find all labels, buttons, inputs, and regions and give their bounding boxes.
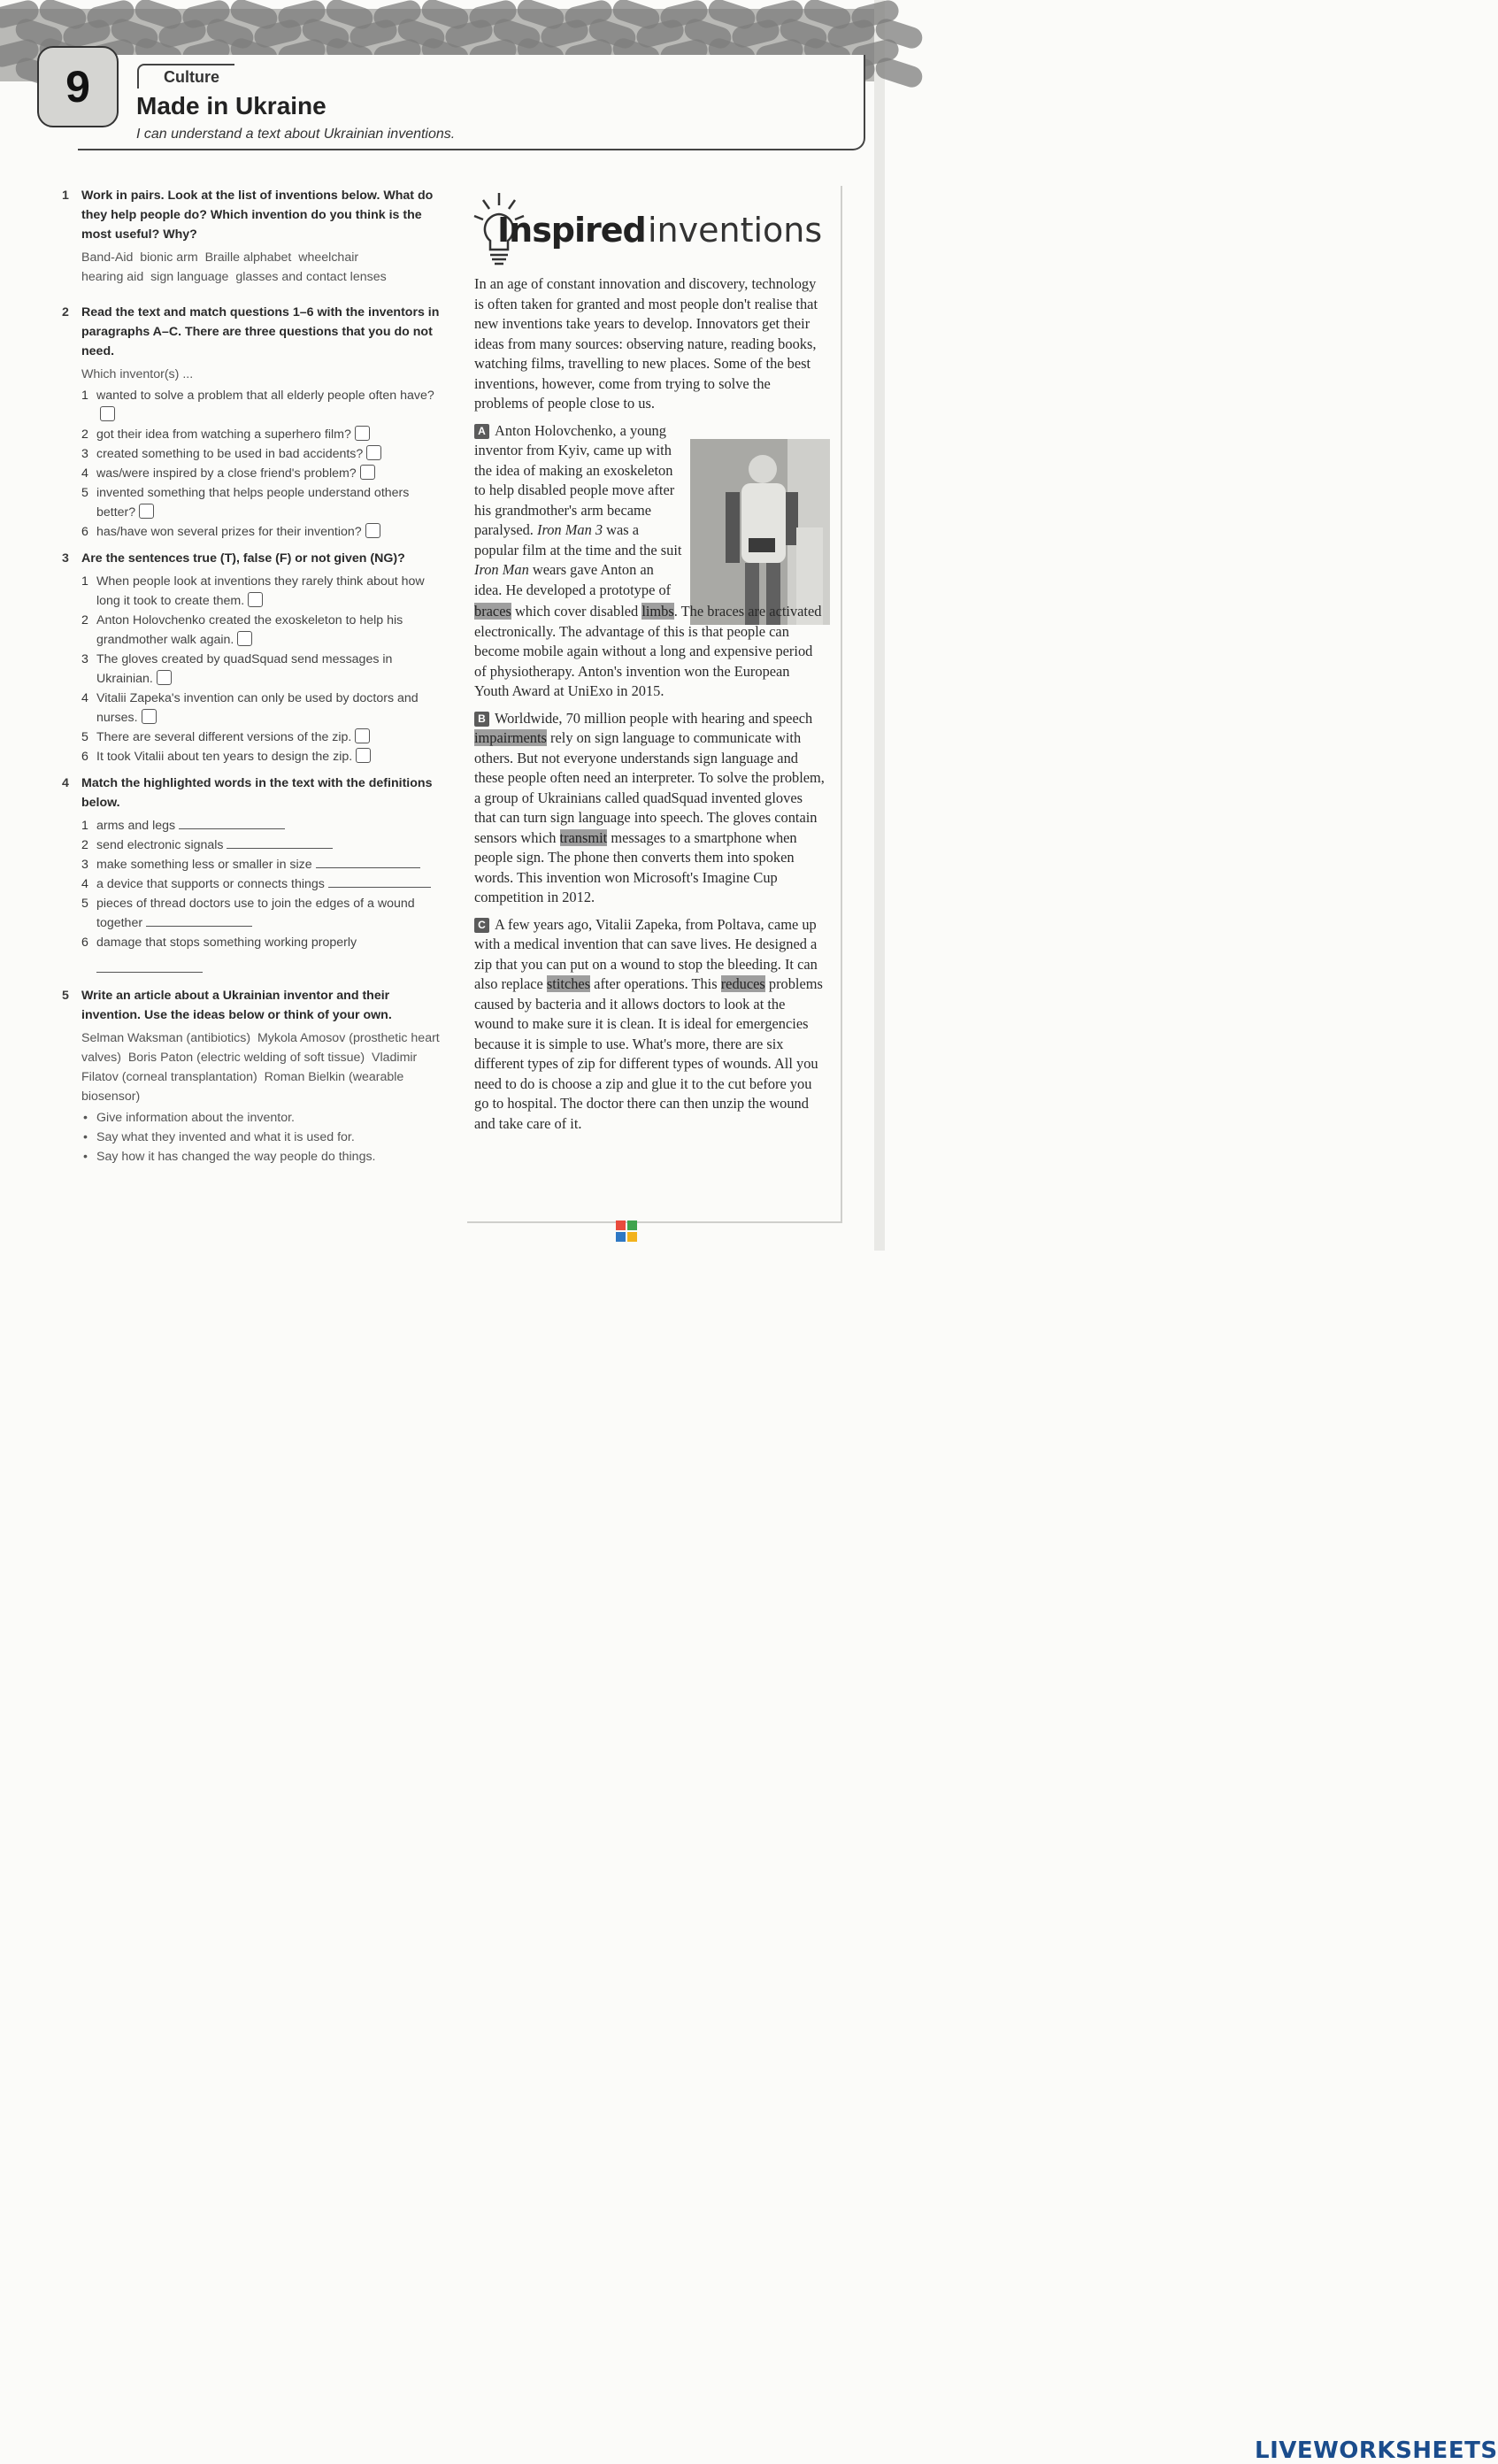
list-item bbox=[81, 874, 442, 894]
answer-checkbox[interactable] bbox=[365, 523, 380, 538]
item-number: 1 bbox=[81, 389, 88, 403]
item-text: wanted to solve a problem that all elderly people often have? bbox=[96, 389, 434, 403]
item-text: send electronic signals bbox=[96, 838, 224, 852]
list-item bbox=[81, 572, 442, 611]
list-item bbox=[81, 522, 442, 542]
item-number: 2 bbox=[81, 427, 88, 442]
paragraph-text: which cover disabled bbox=[511, 603, 642, 620]
item-text: got their idea from watching a superhero film? bbox=[96, 427, 351, 442]
item-number: 1 bbox=[81, 819, 88, 833]
exercise-4 bbox=[62, 774, 442, 979]
answer-blank[interactable] bbox=[328, 876, 431, 888]
item-text: Vitalii Zapeka's invention can only be used by doctors and nurses. bbox=[96, 691, 419, 725]
item-number: 6 bbox=[81, 936, 88, 950]
item-text: a device that supports or connects things bbox=[96, 877, 325, 891]
exercise-number: 5 bbox=[62, 989, 69, 1003]
item-text: pieces of thread doctors use to join the edges of a wound together bbox=[96, 897, 415, 930]
section-label: Culture bbox=[137, 64, 234, 89]
answer-checkbox[interactable] bbox=[366, 445, 381, 460]
list-item bbox=[81, 464, 442, 483]
paragraph-text: messages to a smartphone when people sign. The phone then converts them into spoken words. This invention won Microsoft's Imagine Cup competition in 2012. bbox=[474, 828, 797, 905]
paragraph-text: A few years ago, Vitalii Zapeka, from Poltava, came up with a medical invention that can save lives. He designed a zip that you can put on a wound to stop the bleeding. It can also replace bbox=[474, 915, 818, 992]
inventions-list-line: Band-Aid bionic arm Braille alphabet wheelchair bbox=[81, 250, 359, 265]
exercise-lead: Which inventor(s) ... bbox=[81, 367, 194, 381]
item-text: damage that stops something working properly bbox=[96, 936, 357, 950]
list-item bbox=[81, 650, 442, 689]
list-item: • Say how it has changed the way people do things. bbox=[81, 1147, 442, 1167]
answer-checkbox[interactable] bbox=[355, 728, 370, 743]
paragraph-b bbox=[474, 709, 825, 908]
exercise-number: 2 bbox=[62, 305, 69, 320]
page-title: Made in Ukraine bbox=[136, 92, 326, 119]
exercise-3 bbox=[62, 549, 442, 766]
liveworksheets-brand: LIVEWORKSHEETS bbox=[1255, 2437, 1498, 2464]
item-text: invented something that helps people understand others better? bbox=[96, 486, 410, 520]
film-title: Iron Man bbox=[474, 561, 529, 578]
paragraph-text: was a popular film at the time and the suit bbox=[474, 521, 682, 558]
paragraph-text: after operations. This bbox=[590, 975, 721, 992]
list-item bbox=[81, 611, 442, 650]
answer-checkbox[interactable] bbox=[356, 748, 371, 763]
list-item bbox=[81, 933, 442, 979]
exercises-column bbox=[62, 186, 442, 1172]
list-item bbox=[81, 816, 442, 835]
paragraph-text: . The braces are activated electronically. The advantage of this is that people can become mobile again without a long and expensive period of physiotherapy. Anton's invention won the European Youth Award at UniExo in 2015. bbox=[474, 603, 822, 699]
liveworksheets-logo-icon bbox=[616, 1220, 637, 1242]
answer-checkbox[interactable] bbox=[142, 709, 157, 724]
definition-list bbox=[81, 816, 442, 979]
exercise-1 bbox=[62, 186, 442, 287]
answer-blank[interactable] bbox=[96, 961, 203, 973]
item-number: 2 bbox=[81, 613, 88, 628]
answer-blank[interactable] bbox=[146, 915, 252, 927]
list-item bbox=[81, 855, 442, 874]
logo-inventions: inventions bbox=[648, 211, 823, 250]
answer-checkbox[interactable] bbox=[248, 592, 263, 607]
item-number: 5 bbox=[81, 730, 88, 744]
item-text: was/were inspired by a close friend's problem? bbox=[96, 466, 357, 481]
list-item bbox=[81, 425, 442, 444]
list-item bbox=[81, 747, 442, 766]
item-number: 3 bbox=[81, 652, 88, 666]
paragraph-text: rely on sign language to communicate with others. But not everyone understands sign language and these people often need an interpreter. To solve the problem, a group of Ukrainians called quadSquad invented gloves that can turn sign language into speech. The gloves contain sensors which bbox=[474, 729, 825, 846]
highlighted-word[interactable]: stitches bbox=[546, 975, 591, 992]
paragraph-text: Worldwide, 70 million people with hearing and speech bbox=[495, 709, 813, 727]
paragraph-c bbox=[474, 915, 825, 1135]
page-subtitle: I can understand a text about Ukrainian inventions. bbox=[136, 127, 456, 142]
exercise-instruction: Match the highlighted words in the text with the definitions below. bbox=[81, 776, 433, 810]
exercise-instruction: Read the text and match questions 1–6 with the inventors in paragraphs A–C. There are three questions that you do not need. bbox=[81, 305, 440, 358]
highlighted-word[interactable]: reduces bbox=[720, 975, 765, 992]
answer-blank[interactable] bbox=[227, 837, 333, 849]
writing-tips bbox=[81, 1108, 442, 1167]
paragraph-label: C bbox=[474, 918, 489, 933]
list-item bbox=[81, 728, 442, 747]
highlighted-word[interactable]: transmit bbox=[559, 828, 608, 846]
answer-blank[interactable] bbox=[179, 818, 285, 829]
statement-list bbox=[81, 572, 442, 766]
paragraph-a-continued bbox=[474, 602, 825, 702]
inventions-list-line: hearing aid sign language glasses and contact lenses bbox=[81, 270, 387, 284]
liveworksheets-footer[interactable] bbox=[616, 1218, 1498, 2464]
highlighted-word[interactable]: impairments bbox=[474, 729, 547, 746]
paragraph-text: Anton Holovchenko, a young inventor from Kyiv, came up with the idea of making an exoskeleton to help disabled people move after his grandmother's arm became paralysed. bbox=[474, 421, 675, 538]
question-list bbox=[81, 386, 442, 542]
item-text: When people look at inventions they rarely think about how long it took to create them. bbox=[96, 574, 425, 608]
item-number: 3 bbox=[81, 447, 88, 461]
item-number: 1 bbox=[81, 574, 88, 589]
logo-inspired: Inspired bbox=[497, 211, 646, 250]
item-text: make something less or smaller in size bbox=[96, 858, 312, 872]
exercise-number: 1 bbox=[62, 189, 69, 203]
exercise-instruction: Work in pairs. Look at the list of inventions below. What do they help people do? Which invention do you think is the most useful? Why? bbox=[81, 189, 434, 242]
highlighted-word[interactable]: limbs bbox=[641, 603, 674, 620]
item-number: 3 bbox=[81, 858, 88, 872]
list-item bbox=[81, 386, 442, 425]
item-number: 4 bbox=[81, 877, 88, 891]
paragraph-text: wears gave Anton an idea. He developed a prototype of bbox=[474, 561, 672, 598]
item-number: 6 bbox=[81, 525, 88, 539]
item-number: 4 bbox=[81, 691, 88, 705]
exercise-5 bbox=[62, 986, 442, 1167]
paragraph-a bbox=[474, 421, 683, 601]
item-text: Anton Holovchenko created the exoskeleton to help his grandmother walk again. bbox=[96, 613, 403, 647]
item-text: arms and legs bbox=[96, 819, 176, 833]
item-number: 4 bbox=[81, 466, 88, 481]
page-edge bbox=[874, 0, 885, 1251]
item-text: created something to be used in bad accidents? bbox=[96, 447, 364, 461]
list-item bbox=[81, 444, 442, 464]
exercise-2 bbox=[62, 303, 442, 542]
item-number: 2 bbox=[81, 838, 88, 852]
item-number: 5 bbox=[81, 897, 88, 911]
article-logo bbox=[472, 188, 826, 272]
exercise-number: 4 bbox=[62, 776, 69, 790]
list-item: • Give information about the inventor. bbox=[81, 1108, 442, 1128]
answer-blank[interactable] bbox=[316, 857, 420, 868]
answer-checkbox[interactable] bbox=[355, 426, 370, 441]
inventor-ideas: Selman Waksman (antibiotics) Mykola Amosov (prosthetic heart valves) Boris Paton (electric welding of soft tissue) Vladimir Filatov (corneal transplantation) Roman Bielkin (wearable biosensor) bbox=[81, 1031, 443, 1104]
item-number: 5 bbox=[81, 486, 88, 500]
film-title: Iron Man 3 bbox=[537, 521, 603, 538]
answer-checkbox[interactable] bbox=[157, 670, 172, 685]
exercise-instruction: Write an article about a Ukrainian inventor and their invention. Use the ideas below or think of your own. bbox=[81, 989, 392, 1022]
item-text: There are several different versions of the zip. bbox=[96, 730, 352, 744]
unit-number-badge: 9 bbox=[37, 46, 119, 127]
paragraph-text: problems caused by bacteria and it allows doctors to look at the wound to make sure it is clean. It is ideal for emergencies because it is simple to use. What's more, there are six different types of zip for different types of wounds. All you need to do is choose a zip and glue it to the cut before you go to hospital. The doctor there can then unzip the wound and take care of it. bbox=[474, 975, 823, 1132]
item-text: has/have won several prizes for their invention? bbox=[96, 525, 362, 539]
exercise-instruction: Are the sentences true (T), false (F) or not given (NG)? bbox=[81, 551, 405, 566]
answer-checkbox[interactable] bbox=[237, 631, 252, 646]
answer-checkbox[interactable] bbox=[360, 465, 375, 480]
list-item bbox=[81, 835, 442, 855]
paragraph-label: A bbox=[474, 424, 489, 439]
exercise-number: 3 bbox=[62, 551, 69, 566]
list-item: • Say what they invented and what it is used for. bbox=[81, 1128, 442, 1147]
article-body bbox=[474, 274, 825, 1136]
article-intro: In an age of constant innovation and discovery, technology is often taken for granted and most people don't realise that new inventions take years to develop. Innovators get their ideas from many sources: observing nature, reading books, watching films, travelling to new places. Some of the best inventions, however, come from trying to solve the problems of people close to us. bbox=[474, 275, 818, 412]
highlighted-word[interactable]: braces bbox=[474, 603, 511, 620]
item-number: 6 bbox=[81, 750, 88, 764]
list-item bbox=[81, 689, 442, 728]
paragraph-label: B bbox=[474, 712, 489, 727]
list-item bbox=[81, 894, 442, 933]
item-text: It took Vitalii about ten years to design the zip. bbox=[96, 750, 353, 764]
item-text: The gloves created by quadSquad send messages in Ukrainian. bbox=[96, 652, 393, 686]
answer-checkbox[interactable] bbox=[139, 504, 154, 519]
list-item bbox=[81, 483, 442, 522]
answer-checkbox[interactable] bbox=[100, 406, 115, 421]
